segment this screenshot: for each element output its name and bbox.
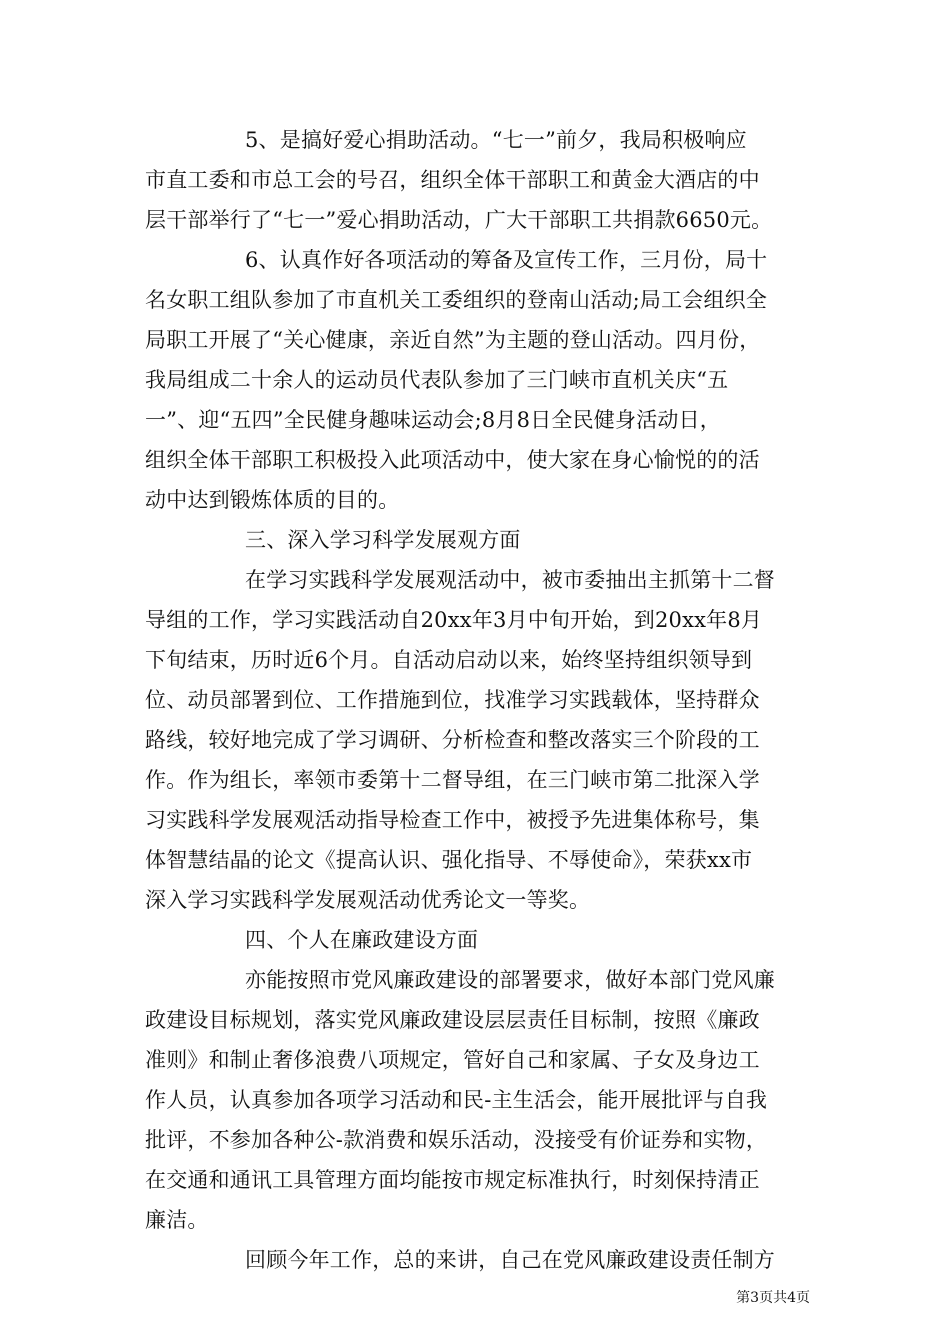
paragraph-line: 亦能按照市党风廉政建设的部署要求，做好本部门党风廉 [245, 968, 775, 992]
paragraph-line: 市直工委和市总工会的号召，组织全体干部职工和黄金大酒店的中 [145, 168, 760, 192]
paragraph-line: 层干部举行了“七一”爱心捐助活动，广大干部职工共捐款6650元。 [145, 208, 773, 232]
paragraph-line: 5、是搞好爱心捐助活动。“七一”前夕，我局积极响应 [245, 128, 747, 152]
paragraph-line: 下旬结束，历时近6个月。自活动启动以来，始终坚持组织领导到 [145, 648, 753, 672]
section-heading: 三、深入学习科学发展观方面 [245, 528, 521, 552]
paragraph-line: 作人员，认真参加各项学习活动和民-主生活会，能开展批评与自我 [145, 1088, 768, 1112]
paragraph-line: 准则》和制止奢侈浪费八项规定，管好自己和家属、子女及身边工 [145, 1048, 760, 1072]
paragraph-line: 一”、迎“五四”全民健身趣味运动会;8月8日全民健身活动日， [145, 408, 722, 432]
paragraph-line: 批评，不参加各种公-款消费和娱乐活动，没接受有价证券和实物， [145, 1128, 768, 1152]
paragraph-line: 组织全体干部职工积极投入此项活动中，使大家在身心愉悦的的活 [145, 448, 760, 472]
paragraph-line: 政建设目标规划，落实党风廉政建设层层责任目标制，按照《廉政 [145, 1008, 760, 1032]
paragraph-line: 廉洁。 [145, 1208, 209, 1232]
paragraph-line: 习实践科学发展观活动指导检查工作中，被授予先进集体称号，集 [145, 808, 760, 832]
paragraph-line: 位、动员部署到位、工作措施到位，找准学习实践载体，坚持群众 [145, 688, 760, 712]
paragraph-line: 在交通和通讯工具管理方面均能按市规定标准执行，时刻保持清正 [145, 1168, 760, 1192]
paragraph-line: 导组的工作，学习实践活动自20xx年3月中旬开始，到20xx年8月 [145, 608, 763, 632]
page-number: 第3页共4页 [736, 1290, 810, 1306]
paragraph-line: 6、认真作好各项活动的筹备及宣传工作，三月份，局十 [245, 248, 768, 272]
paragraph-line: 体智慧结晶的论文《提高认识、强化指导、不辱使命》，荣获xx市 [145, 848, 753, 872]
paragraph-line: 路线，较好地完成了学习调研、分析检查和整改落实三个阶段的工 [145, 728, 760, 752]
paragraph-line: 在学习实践科学发展观活动中，被市委抽出主抓第十二督 [245, 568, 775, 592]
section-heading: 四、个人在廉政建设方面 [245, 928, 479, 952]
paragraph-line: 深入学习实践科学发展观活动优秀论文一等奖。 [145, 888, 591, 912]
paragraph-line: 局职工开展了“关心健康，亲近自然”为主题的登山活动。四月份， [145, 328, 761, 352]
paragraph-line: 作。作为组长，率领市委第十二督导组，在三门峡市第二批深入学 [145, 768, 760, 792]
paragraph-line: 我局组成二十余人的运动员代表队参加了三门峡市直机关庆“五 [145, 368, 729, 392]
paragraph-line: 名女职工组队参加了市直机关工委组织的登南山活动;局工会组织全 [145, 288, 768, 312]
paragraph-line: 动中达到锻炼体质的目的。 [145, 488, 400, 512]
paragraph-line: 回顾今年工作，总的来讲，自己在党风廉政建设责任制方 [245, 1248, 775, 1272]
